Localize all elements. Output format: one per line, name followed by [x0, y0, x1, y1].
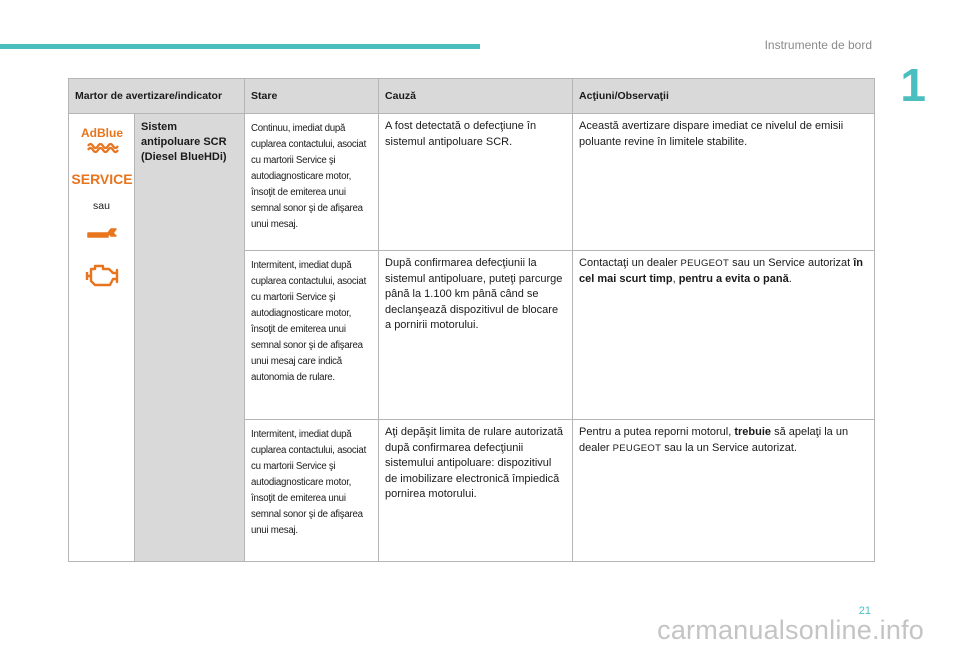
cause-cell-1: A fost detectată o defecţiune în sistemul antipoluare SCR.: [379, 114, 573, 251]
state-cell-2: Intermitent, imediat după cuplarea contactului, asociat cu martorii Service şi autodiagnosticare motor, însoţit de emiterea unui semnal sonor şi de afişarea unui mesaj care indică autonomia de rulare.: [245, 251, 379, 420]
service-label: SERVICE: [70, 171, 133, 187]
warning-table: [68, 78, 875, 562]
chapter-number: 1: [900, 59, 926, 111]
action-cell-3: Pentru a putea reporni motorul, trebuie să apelaţi la un dealer PEUGEOT sau la un Service autorizat.: [573, 420, 875, 562]
or-label: sau: [93, 200, 110, 212]
column-header-action: Acţiuni/Observaţii: [573, 79, 875, 114]
action-cell-1: Această avertizare dispare imediat ce nivelul de emisii poluante revine în limitele stabilite.: [573, 114, 875, 251]
state-cell-3: Intermitent, imediat după cuplarea contactului, asociat cu martorii Service şi autodiagnosticare motor, însoţit de emiterea unui semnal sonor şi de afişarea unui mesaj.: [245, 420, 379, 562]
column-header-indicator: Martor de avertizare/indicator: [69, 79, 245, 114]
state-cell-1: Continuu, imediat după cuplarea contactului, asociat cu martorii Service şi autodiagnosticare motor, însoţit de emiterea unui semnal sonor şi de afişarea unui mesaj.: [245, 114, 379, 251]
column-header-cause: Cauză: [379, 79, 573, 114]
adblue-label: AdBlue: [80, 126, 123, 140]
system-name: Sistem antipoluare SCR (Diesel BlueHDi): [135, 114, 245, 562]
section-title: Instrumente de bord: [764, 38, 872, 52]
table-header-row: [69, 79, 875, 114]
watermark: carmanualsonline.info: [657, 615, 924, 645]
adblue-warning-icon: [80, 124, 124, 154]
cause-cell-3: Aţi depăşit limita de rulare autorizată după confirmarea defecţiunii sistemului antipoluare: dispozitivul de imobilizare electronică împiedică pornirea motorului.: [379, 420, 573, 562]
header-accent-bar: [0, 44, 480, 49]
page-number: 21: [858, 605, 871, 617]
indicator-cell: [69, 114, 135, 562]
service-warning-icon: [70, 168, 133, 190]
column-header-state: Stare: [245, 79, 379, 114]
engine-icon: [82, 260, 122, 290]
table-row: [69, 114, 875, 251]
wrench-icon: [85, 226, 119, 244]
action-cell-2: Contactaţi un dealer PEUGEOT sau un Service autorizat în cel mai scurt timp, pentru a evita o pană.: [573, 251, 875, 420]
cause-cell-2: După confirmarea defecţiunii la sistemul antipoluare, puteţi parcurge până la 1.100 km până când se declanşează dispozitivul de blocare a pornirii motorului.: [379, 251, 573, 420]
